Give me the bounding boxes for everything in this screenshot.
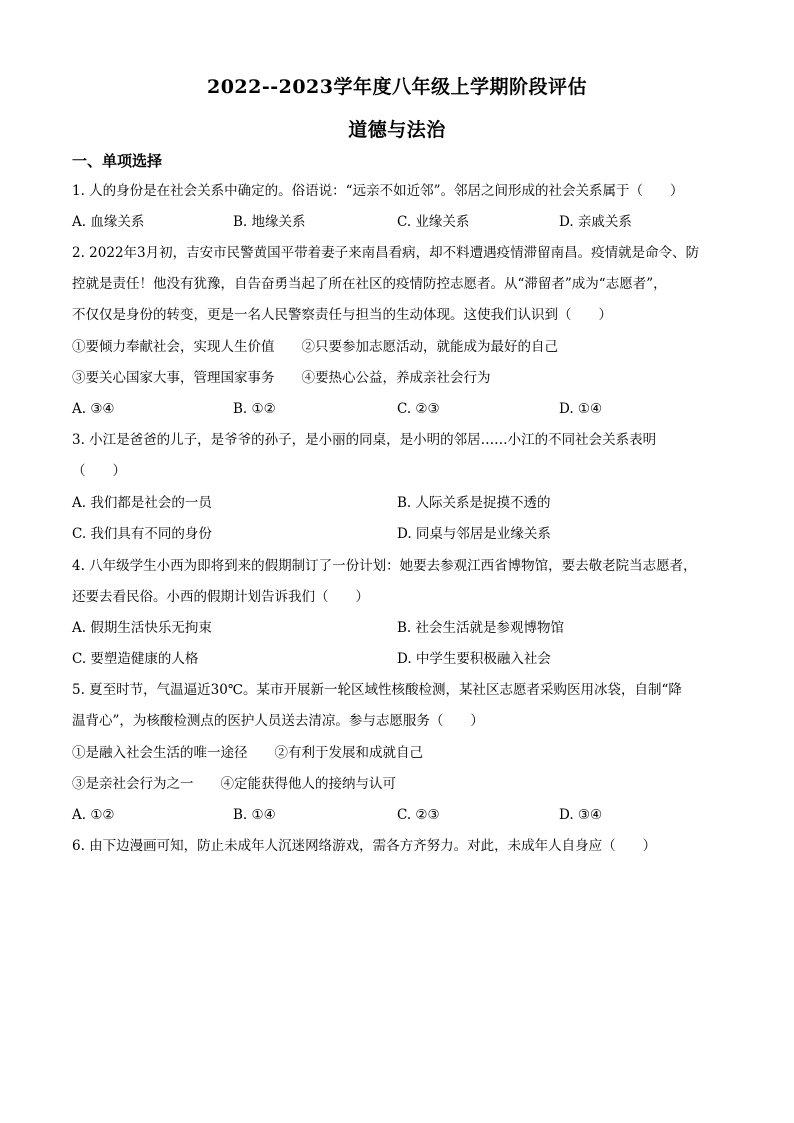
- question-3-stem-line-2: （ ）: [72, 463, 126, 479]
- question-4-stem-line-1: 4. 八年级学生小西为即将到来的假期制订了一份计划：她要去参观江西省博物馆，要去敬老院当志愿者，: [72, 558, 697, 574]
- question-5-option-a[interactable]: A. ①②: [72, 807, 115, 823]
- question-1-option-b[interactable]: B. 地缘关系: [233, 214, 306, 230]
- question-4-option-d[interactable]: D. 中学生要积极融入社会: [397, 651, 551, 667]
- question-3-option-b[interactable]: B. 人际关系是捉摸不透的: [397, 495, 551, 511]
- question-3-option-c[interactable]: C. 我们具有不同的身份: [72, 526, 212, 542]
- question-1-option-a[interactable]: A. 血缘关系: [72, 214, 145, 230]
- question-5-stem-line-2: 温背心”，为核酸检测点的医护人员送去清凉。参与志愿服务（ ）: [72, 713, 484, 729]
- section-title: 一、单项选择: [72, 152, 163, 170]
- question-2-option-a[interactable]: A. ③④: [72, 401, 115, 417]
- question-5-statements-line-2: ③是亲社会行为之一 ④定能获得他人的接纳与认可: [72, 776, 396, 792]
- question-2-option-c[interactable]: C. ②③: [397, 401, 440, 417]
- question-1-option-c[interactable]: C. 业缘关系: [397, 214, 470, 230]
- question-2-stem-line-2: 控就是责任！他没有犹豫，自告奋勇当起了所在社区的疫情防控志愿者。从“滞留者”成为“志愿者”，: [72, 276, 667, 292]
- question-5-option-c[interactable]: C. ②③: [397, 807, 440, 823]
- question-1-option-d[interactable]: D. 亲戚关系: [559, 214, 632, 230]
- question-5-option-b[interactable]: B. ①④: [233, 807, 276, 823]
- question-3-stem-line-1: 3. 小江是爸爸的儿子，是爷爷的孙子，是小丽的同桌，是小明的邻居……小江的不同社会关系表明: [72, 432, 657, 448]
- question-2-option-b[interactable]: B. ①②: [233, 401, 276, 417]
- question-2-option-d[interactable]: D. ①④: [559, 401, 603, 417]
- question-2-stem-line-1: 2. 2022年3月初，吉安市民警黄国平带着妻子来南昌看病，却不料遭遇疫情滞留南昌。疫情就是命令、防: [72, 245, 700, 261]
- question-4-option-a[interactable]: A. 假期生活快乐无拘束: [72, 620, 212, 636]
- subject-title: 道德与法治: [348, 119, 446, 141]
- question-5-stem-line-1: 5. 夏至时节，气温逼近30℃。某市开展新一轮区域性核酸检测，某社区志愿者采购医用冰袋，自制“降: [72, 682, 682, 698]
- question-1-stem: 1. 人的身份是在社会关系中确定的。俗语说：“远亲不如近邻”。邻居之间形成的社会关系属于（ ）: [72, 183, 684, 199]
- question-2-statements-line-1: ①要倾力奉献社会，实现人生价值 ②只要参加志愿活动，就能成为最好的自己: [72, 339, 558, 355]
- question-2-statements-line-2: ③要关心国家大事，管理国家事务 ④要热心公益，养成亲社会行为: [72, 370, 491, 386]
- question-6-stem: 6. 由下边漫画可知，防止未成年人沉迷网络游戏，需各方齐努力。对此，未成年人自身应（ ）: [72, 838, 657, 854]
- question-4-stem-line-2: 还要去看民俗。小西的假期计划告诉我们（ ）: [72, 589, 369, 605]
- exam-title: 2022--2023学年度八年级上学期阶段评估: [206, 76, 588, 98]
- question-5-option-d[interactable]: D. ③④: [559, 807, 603, 823]
- question-5-statements-line-1: ①是融入社会生活的唯一途径 ②有利于发展和成就自己: [72, 745, 423, 761]
- question-4-option-c[interactable]: C. 要塑造健康的人格: [72, 651, 199, 667]
- question-4-option-b[interactable]: B. 社会生活就是参观博物馆: [397, 620, 565, 636]
- question-3-option-d[interactable]: D. 同桌与邻居是业缘关系: [397, 526, 551, 542]
- question-2-stem-line-3: 不仅仅是身份的转变，更是一名人民警察责任与担当的生动体现。这使我们认识到（ ）: [72, 307, 612, 323]
- question-3-option-a[interactable]: A. 我们都是社会的一员: [72, 495, 212, 511]
